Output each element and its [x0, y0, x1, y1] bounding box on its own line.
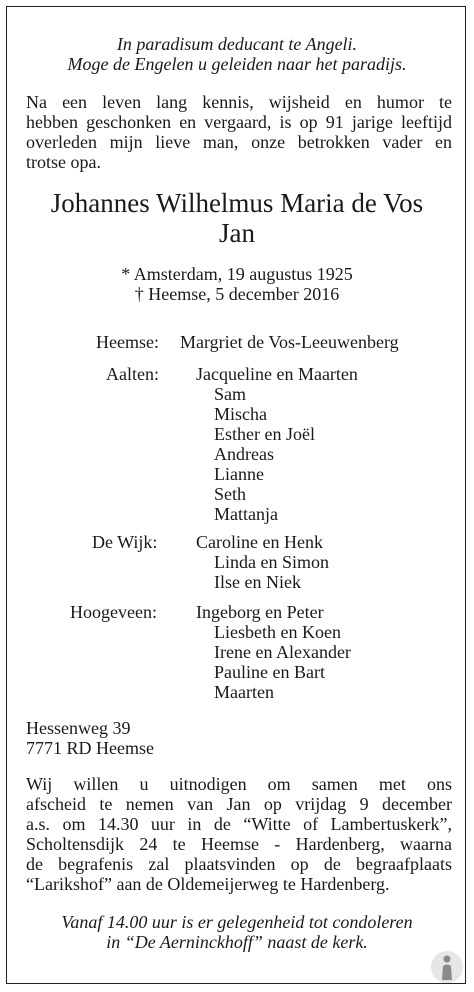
deceased-full-name: Johannes Wilhelmus Maria de Vos [50, 188, 424, 218]
family-place-hoogeveen: Hoogeveen: [70, 602, 157, 622]
invitation-line-2: afscheid te nemen van Jan op vrijdag 9 december [26, 794, 452, 814]
death-line: † Heemse, 5 december 2016 [134, 284, 340, 304]
family-grandchild: Linda en Simon [214, 552, 329, 572]
family-couple-dewijk: Caroline en Henk [196, 532, 323, 552]
intro-line-1: Na een leven lang kennis, wijsheid en humor te [26, 92, 452, 112]
invitation-line-4: Scholtensdijk 24 te Heemse - Hardenberg, waarna [26, 834, 452, 854]
family-grandchild: Maarten [214, 682, 274, 702]
address-street: Hessenweg 39 [26, 718, 131, 738]
deceased-call-name: Jan [219, 218, 255, 248]
address-postal: 7771 RD Heemse [26, 738, 154, 758]
family-grandchild: Mattanja [214, 504, 278, 524]
family-place-aalten: Aalten: [106, 364, 159, 384]
family-place-heemse: Heemse: [96, 332, 159, 352]
family-place-dewijk: De Wijk: [92, 532, 158, 552]
condolence-line-1: Vanaf 14.00 uur is er gelegenheid tot condoleren [61, 912, 413, 932]
family-grandchild: Seth [214, 484, 247, 504]
family-grandchild: Esther en Joël [214, 424, 315, 444]
family-couple-aalten: Jacqueline en Maarten [196, 364, 358, 384]
family-grandchild: Sam [214, 384, 247, 404]
family-grandchild: Andreas [214, 444, 274, 464]
family-grandchild: Liesbeth en Koen [214, 622, 341, 642]
family-grandchild: Ilse en Niek [214, 572, 301, 592]
condolence-line-2: in “De Aerninckhoff” naast de kerk. [106, 932, 368, 952]
intro-line-3: overleden mijn lieve man, onze betrokken vader en [26, 132, 452, 152]
invitation-line-5: de begrafenis zal plaatsvinden op de begraafplaats [26, 854, 452, 874]
family-couple-hoogeveen: Ingeborg en Peter [196, 602, 324, 622]
intro-line-2: hebben geschonken en vergaard, is op 91 jarige leeftijd [26, 112, 452, 132]
family-grandchild: Pauline en Bart [214, 662, 325, 682]
motto-line-2: Moge de Engelen u geleiden naar het paradijs. [67, 54, 407, 74]
invitation-line-1: Wij willen u uitnodigen om samen met ons [26, 774, 452, 794]
family-widow: Margriet de Vos-Leeuwenberg [180, 332, 399, 352]
birth-line: * Amsterdam, 19 augustus 1925 [121, 264, 353, 284]
family-grandchild: Irene en Alexander [214, 642, 351, 662]
motto-line-1: In paradisum deducant te Angeli. [116, 34, 358, 54]
family-grandchild: Mischa [214, 404, 267, 424]
invitation-line-3: a.s. om 14.30 uur in de “Witte of Lambertuskerk”, [26, 814, 452, 834]
intro-line-4: trotse opa. [26, 152, 101, 172]
invitation-line-6: “Larikshof” aan de Oldemeijerweg te Hardenberg. [26, 874, 390, 894]
watermark-figure-icon [430, 950, 464, 984]
family-grandchild: Lianne [214, 464, 264, 484]
